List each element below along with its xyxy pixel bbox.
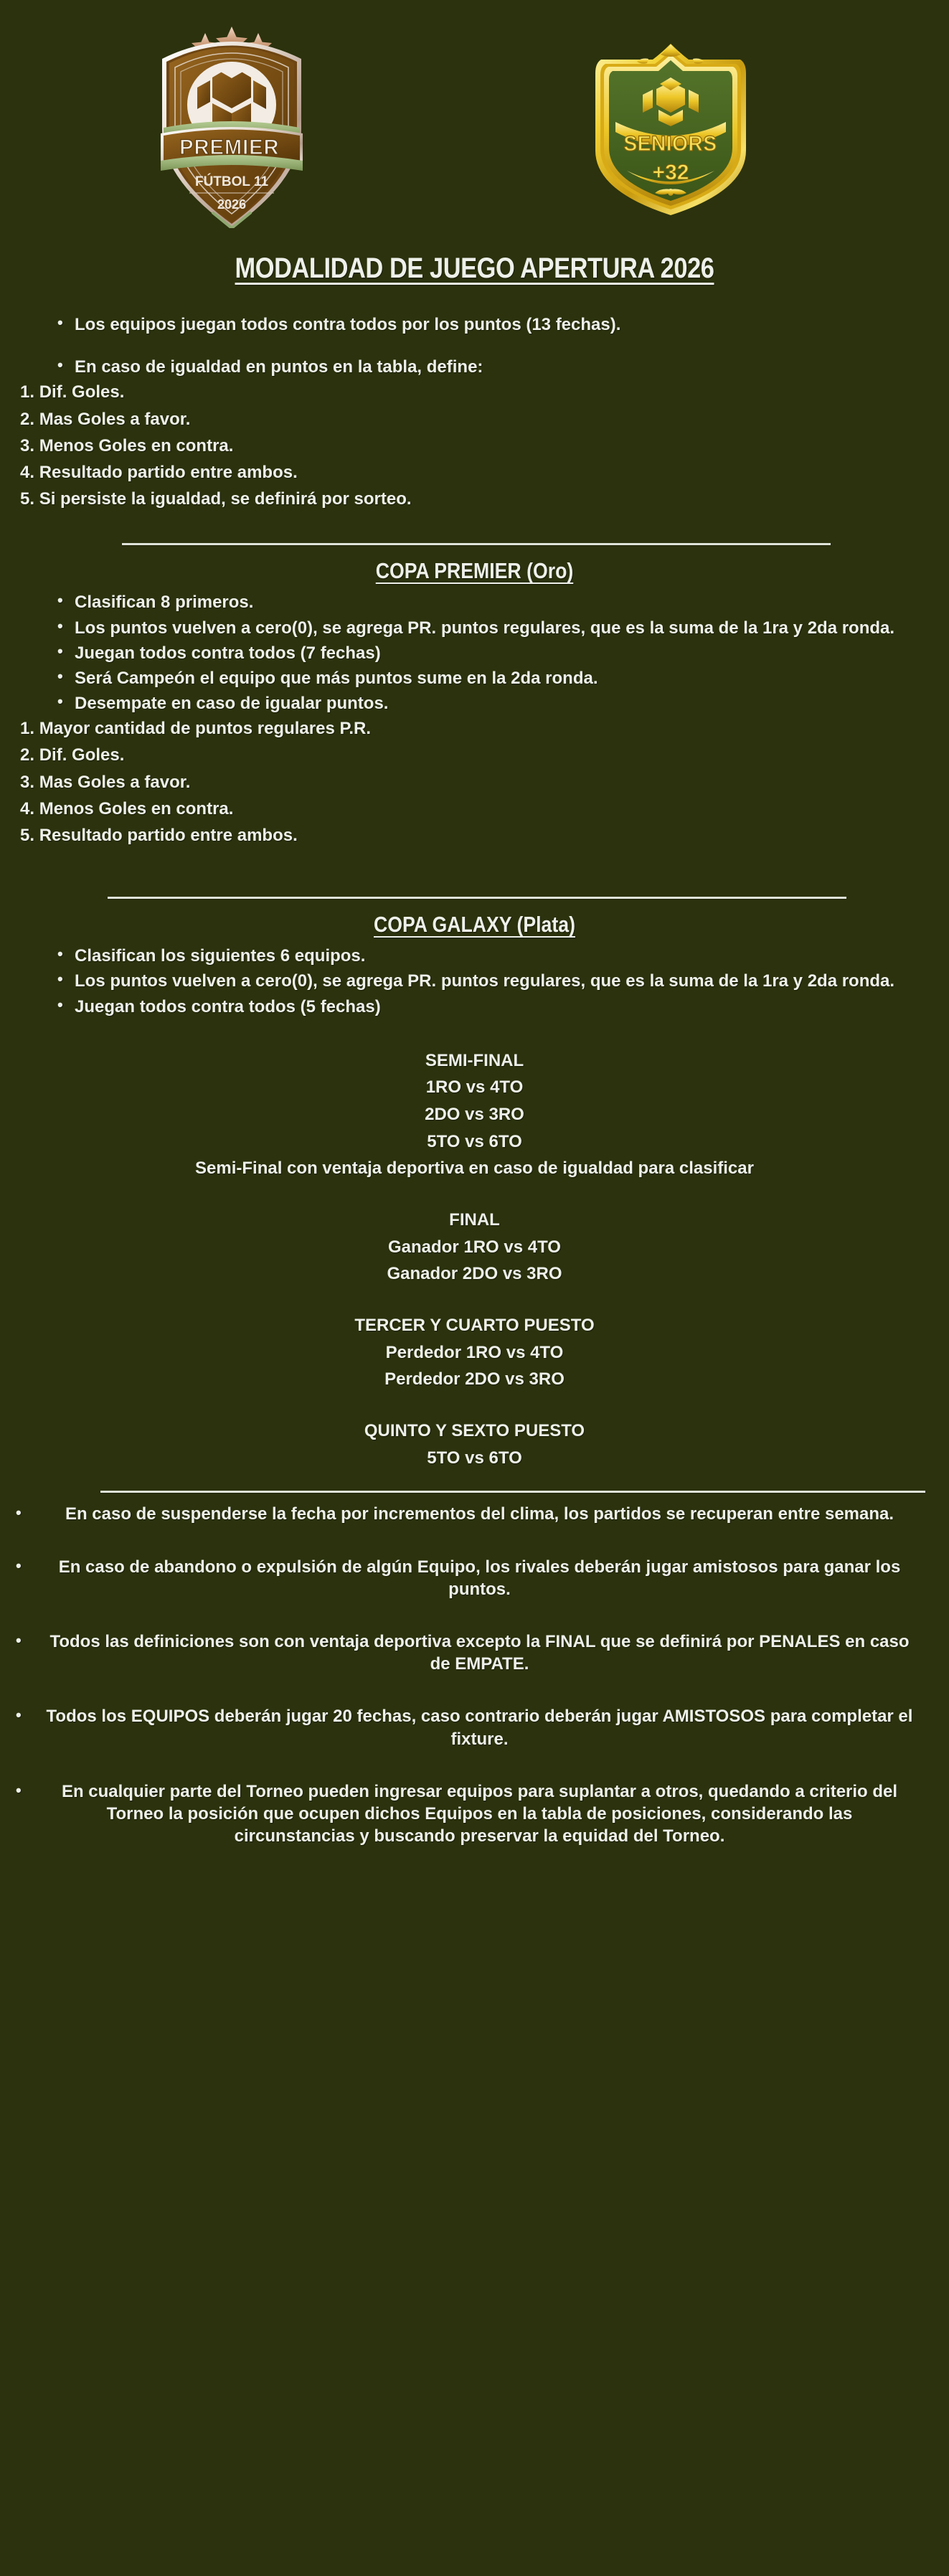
list-item-text: Resultado partido entre ambos. [39, 826, 298, 845]
semifinal-match: 1RO vs 4TO [425, 1077, 524, 1098]
semifinal-heading: SEMI-FINAL [425, 1050, 524, 1070]
list-item-text: Mas Goles a favor. [39, 409, 191, 429]
seniors-logo-subtitle: +32 [652, 161, 689, 184]
premier-logo-subtitle: FÚTBOL 11 [194, 174, 269, 189]
final-match: Ganador 2DO vs 3RO [387, 1264, 562, 1284]
final-heading: FINAL [449, 1210, 500, 1230]
list-item [20, 717, 920, 740]
list-item-text: Menos Goles en contra. [39, 435, 234, 456]
fifth-place-match: 5TO vs 6TO [427, 1448, 522, 1468]
list-item-text: Dif. Goles. [39, 382, 125, 402]
list-item [20, 461, 920, 483]
list-item: • Todos los EQUIPOS deberán jugar 20 fechas, caso contrario deberán jugar AMISTOSOS para completar el fixture. [44, 1705, 915, 1750]
final-match: Ganador 1RO vs 4TO [388, 1237, 561, 1257]
list-item: • En cualquier parte del Torneo pueden ingresar equipos para suplantar a otros, quedando a criterio del Torneo la posición que ocupen dichos Equipos en la tabla de posiciones, considerando las circunstancias y buscando preservar la equidad del Torneo. [44, 1780, 915, 1848]
list-item: • Clasifican los siguientes 6 equipos. [56, 945, 906, 967]
list-item: • Será Campeón el equipo que más puntos sume en la 2da ronda. [56, 667, 906, 689]
list-item-text: Mas Goles a favor. [39, 772, 191, 792]
third-place-block [0, 1314, 949, 1391]
list-item [20, 408, 920, 430]
closing-section [0, 1503, 949, 1847]
intro-section [0, 313, 949, 510]
copa-premier-title: COPA PREMIER (Oro) [375, 558, 574, 584]
list-item: • Los puntos vuelven a cero(0), se agrega PR. puntos regulares, que es la suma de la 1ra y 2da ronda. [56, 970, 906, 992]
list-item [20, 488, 920, 510]
list-item: • En caso de igualdad en puntos en la tabla, define: [56, 356, 906, 378]
semifinal-block [0, 1049, 949, 1180]
list-item: • En caso de suspenderse la fecha por incrementos del clima, los partidos se recuperan entre semana. [44, 1503, 915, 1525]
copa-premier-tiebreaker-list [0, 717, 949, 846]
seniors-logo-title: SENIORS [623, 132, 717, 156]
third-place-match: Perdedor 2DO vs 3RO [384, 1369, 565, 1390]
list-item-text: Menos Goles en contra. [39, 798, 234, 818]
premier-badge [156, 13, 307, 228]
page-title: MODALIDAD DE JUEGO APERTURA 2026 [235, 253, 714, 284]
list-item-text: Dif. Goles. [39, 745, 125, 765]
list-item [20, 798, 920, 820]
third-place-heading: TERCER Y CUARTO PUESTO [354, 1316, 595, 1336]
list-item-text: Resultado partido entre ambos. [39, 462, 298, 482]
list-item: • Todos las definiciones son con ventaja deportiva excepto la FINAL que se definirá por PENALES en caso de EMPATE. [44, 1631, 915, 1675]
semifinal-note: Semi-Final con ventaja deportiva en caso de igualdad para clasificar [195, 1159, 754, 1179]
list-item [20, 824, 920, 846]
fifth-place-heading: QUINTO Y SEXTO PUESTO [364, 1421, 585, 1441]
copa-premier-section [0, 591, 949, 846]
list-item-text: Mayor cantidad de puntos regulares P.R. [39, 719, 372, 739]
semifinal-match: 5TO vs 6TO [427, 1131, 522, 1151]
fifth-place-block [0, 1420, 949, 1469]
list-item [20, 744, 920, 766]
copa-galaxy-section [0, 945, 949, 1018]
premier-logo-title: PREMIER [179, 135, 280, 160]
copa-galaxy-bullet-list [0, 945, 949, 1018]
list-item [20, 381, 920, 403]
semifinal-match: 2DO vs 3RO [425, 1105, 524, 1125]
list-item: • Juegan todos contra todos (5 fechas) [56, 996, 906, 1018]
seniors-badge [574, 42, 768, 217]
copa-galaxy-title: COPA GALAXY (Plata) [374, 912, 575, 938]
intro-bullet-list [0, 313, 949, 378]
third-place-match: Perdedor 1RO vs 4TO [385, 1342, 564, 1362]
list-item: • Desempate en caso de igualar puntos. [56, 692, 906, 714]
list-item: • Los puntos vuelven a cero(0), se agrega PR. puntos regulares, que es la suma de la 1ra y 2da ronda. [56, 617, 906, 639]
premier-logo-year: 2026 [217, 197, 247, 212]
closing-bullet-list [0, 1503, 949, 1847]
intro-tiebreaker-list [0, 381, 949, 510]
final-block [0, 1209, 949, 1285]
list-item: • Clasifican 8 primeros. [56, 591, 906, 613]
list-item: • En caso de abandono o expulsión de algún Equipo, los rivales deberán jugar amistosos para ganar los puntos. [44, 1556, 915, 1600]
list-item-text: Si persiste la igualdad, se definirá por sorteo. [39, 489, 412, 509]
list-item [20, 435, 920, 457]
list-item: • Juegan todos contra todos (7 fechas) [56, 642, 906, 664]
list-item [20, 771, 920, 793]
list-item: • Los equipos juegan todos contra todos por los puntos (13 fechas). [56, 313, 906, 336]
copa-premier-bullet-list [0, 591, 949, 714]
logo-row [0, 0, 949, 237]
